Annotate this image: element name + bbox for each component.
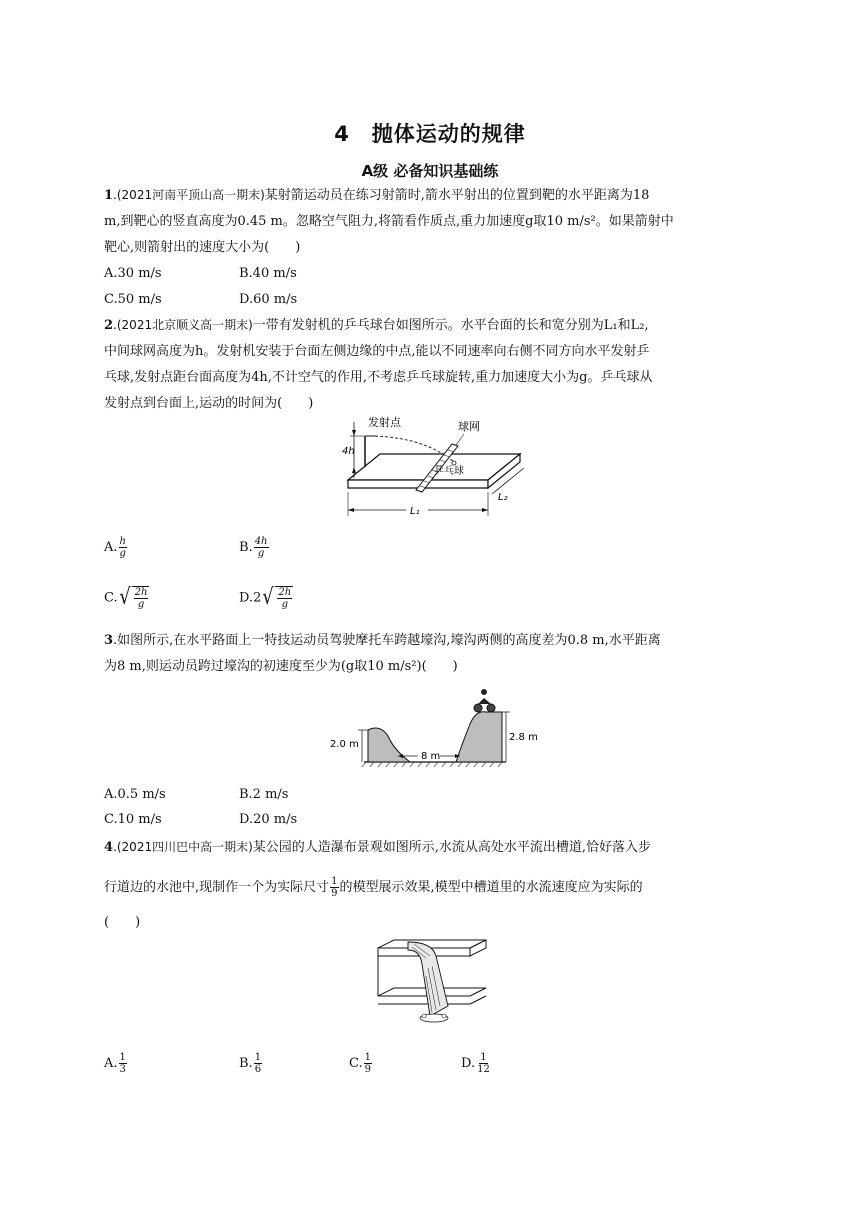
question-4-line-1 [104, 834, 756, 861]
question-1-line-2: m,到靶心的竖直高度为0.45 m。忽略空气阻力,将箭看作质点,重力加速度g取10 m/s²。如果箭射中 [104, 214, 674, 229]
question-3-line-1 [104, 628, 756, 654]
option-b: B. $\frac{1}{6}$ [239, 1052, 262, 1075]
question-number: 4 [104, 840, 114, 855]
page-title: 4 抛体运动的规律 [334, 122, 526, 146]
question-text: 一带有发射机的乒乓球台如图所示。水平台面的长和宽分别为L₁和L₂, [252, 318, 649, 333]
option-d: D.20 m/s [239, 812, 298, 827]
question-source: .(2021河南平顶山高一期末) [113, 188, 265, 202]
option-c: C. $\frac{1}{9}$ [349, 1052, 371, 1075]
question-2-line-3: 乓球,发射点距台面高度为4h,不计空气的作用,不考虑乒乓球旋转,重力加速度大小为g。乒乓球从 [104, 370, 653, 385]
fraction: $\frac{1}{9}$ [364, 1052, 371, 1075]
height-label: 4h [342, 446, 355, 457]
question-4-line-3: ( ) [104, 915, 141, 930]
option-d: D.2 √ $\frac{2h}{g}$ [239, 585, 292, 610]
width-label: L₂ [498, 492, 508, 503]
option-d: D. $\frac{1}{12}$ [461, 1052, 490, 1075]
question-text: .如图所示,在水平路面上一特技运动员驾驶摩托车跨越壕沟,壕沟两侧的高度差为0.8 m,水平距离 [113, 633, 661, 648]
question-2-line-2: 中间球网高度为h。发射机安装于台面左侧边缘的中点,能以不同速率向右侧不同方向水平发射乒 [104, 344, 650, 359]
question-3 [104, 628, 756, 680]
gap-label: 8 m [421, 751, 441, 762]
question-2-line-1 [104, 312, 756, 339]
left-hill [368, 728, 410, 762]
ball-label: 乒乓球 [434, 466, 464, 477]
fraction: $\frac{h}{g}$ [119, 536, 126, 559]
right-hill [456, 712, 502, 762]
question-1-line-1 [104, 182, 756, 209]
left-height-label: 2.0 m [330, 739, 359, 750]
fraction: $\frac{1}{12}$ [477, 1052, 490, 1075]
waterfall-figure [374, 936, 490, 1030]
question-number: 2 [104, 318, 114, 333]
fraction: $\frac{1}{3}$ [119, 1052, 126, 1075]
question-text: 某公园的人造瀑布景观如图所示,水流从高处水平流出槽道,恰好落入步 [252, 840, 652, 855]
question-source: .(2021四川巴中高一期末) [113, 840, 253, 854]
right-height-label: 2.8 m [509, 732, 538, 743]
question-4-line-2: 行道边的水池中,现制作一个为实际尺寸 $\frac{1}{9}$ 的模型展示效果,模型中槽道里的水流速度应为实际的 [104, 876, 643, 899]
square-root: √ $\frac{2h}{g}$ [119, 585, 148, 610]
net-label: 球网 [458, 420, 480, 433]
question-3-line-2: 为8 m,则运动员跨过壕沟的初速度至少为(g取10 m/s²)( ) [104, 659, 458, 674]
fraction: $\frac{4h}{g}$ [254, 536, 268, 559]
option-a: A.0.5 m/s [104, 787, 166, 802]
ditch-jump-figure [328, 684, 538, 770]
fraction: $\frac{1}{9}$ [331, 876, 338, 899]
question-number: 1 [104, 188, 114, 203]
question-text: 某射箭运动员在练习射箭时,箭水平射出的位置到靶的水平距离为18 [264, 188, 650, 203]
option-a: A. $\frac{1}{3}$ [104, 1052, 126, 1075]
question-1 [104, 182, 756, 261]
channel-top [378, 940, 486, 948]
option-c: C.50 m/s [104, 292, 162, 307]
option-c: C.10 m/s [104, 812, 162, 827]
option-a: A. $\frac{h}{g}$ [104, 536, 126, 559]
fraction: $\frac{1}{6}$ [254, 1052, 262, 1075]
option-c: C. √ $\frac{2h}{g}$ [104, 585, 148, 610]
launch-point-label: 发射点 [368, 416, 401, 429]
question-2-line-4: 发射点到台面上,运动的时间为( ) [104, 396, 314, 411]
ball [452, 461, 456, 465]
option-b: B.2 m/s [239, 787, 289, 802]
square-root: √ $\frac{2h}{g}$ [262, 585, 292, 610]
ping-pong-table-figure [330, 412, 530, 522]
question-4 [104, 834, 756, 861]
option-b: B.40 m/s [239, 266, 297, 281]
option-b: B. $\frac{4h}{g}$ [239, 536, 268, 559]
question-source: .(2021北京顺义高一期末) [113, 318, 253, 332]
section-subtitle: A级 必备知识基础练 [361, 162, 499, 180]
question-number: 3 [104, 633, 114, 648]
question-2 [104, 312, 756, 417]
motorcycle-icon [474, 689, 495, 712]
option-d: D.60 m/s [239, 292, 298, 307]
option-a: A.30 m/s [104, 266, 162, 281]
question-1-line-3: 靶心,则箭射出的速度大小为( ) [104, 240, 301, 255]
length-label: L₁ [410, 506, 420, 517]
